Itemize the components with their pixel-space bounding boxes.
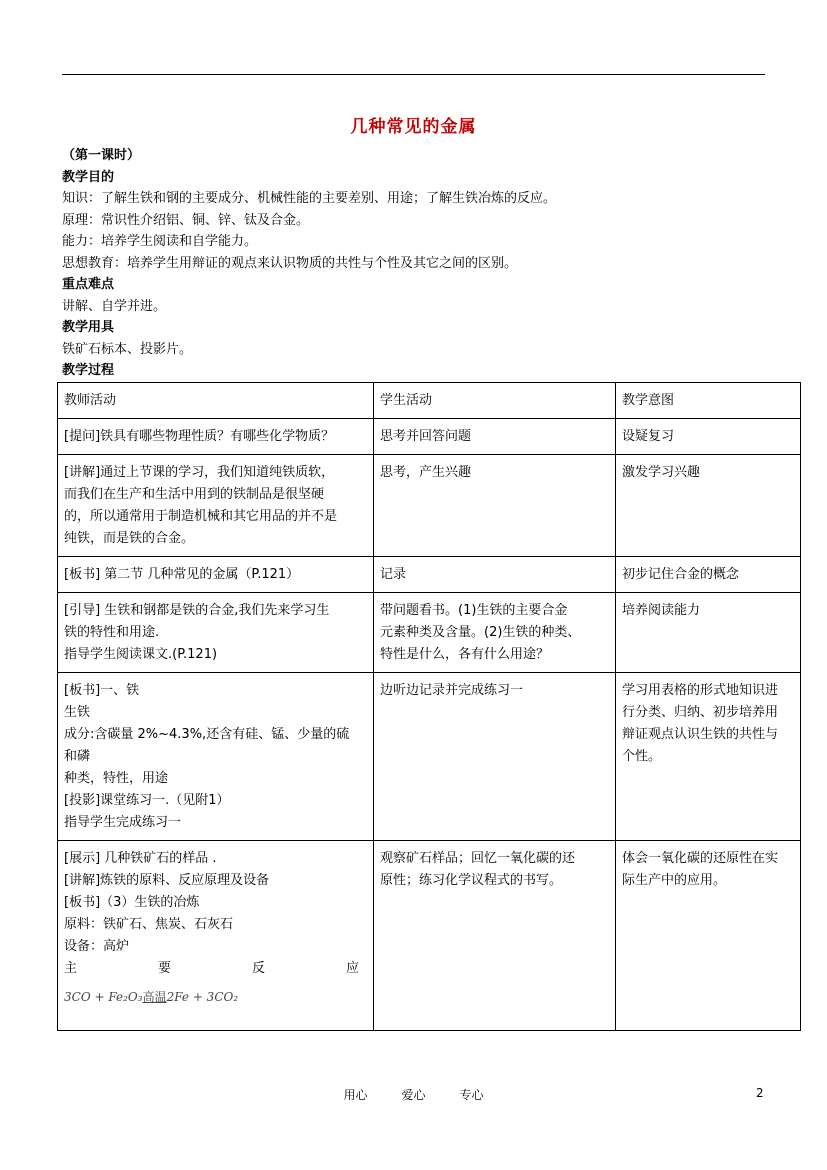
equation-condition: 高温	[142, 990, 167, 1004]
body-text-line: 铁矿石标本、投影片。	[62, 341, 193, 357]
cell-text: 行分类、归纳、初步培养用	[622, 705, 779, 720]
cell-text: 培养阅读能力	[622, 603, 701, 618]
teaching-intent-cell	[616, 419, 801, 455]
cell-text: 个性。	[622, 749, 662, 764]
cell-text: 指导学生阅读课文.(P.121)	[64, 647, 218, 662]
spread-char: 要	[157, 961, 171, 976]
student-activity-cell	[374, 593, 616, 673]
section-heading: 教学过程	[62, 363, 115, 378]
cell-text: 而我们在生产和生活中用到的铁制品是很坚硬	[64, 487, 325, 502]
cell-text: [板书] 第二节 几种常见的金属（P.121）	[64, 567, 300, 582]
footer-word: 用心	[343, 1088, 368, 1102]
cell-text: [展示] 几种铁矿石的样品 .	[64, 851, 217, 866]
cell-text: 原性；练习化学议程式的书写。	[380, 873, 563, 888]
cell-text: 际生产中的应用。	[622, 873, 727, 888]
cell-text: 记录	[380, 567, 407, 582]
cell-text: 设疑复习	[622, 429, 675, 444]
cell-text: 初步记住合金的概念	[622, 567, 740, 582]
cell-text: 原料：铁矿石、焦炭、石灰石	[64, 917, 234, 932]
table-row	[58, 455, 801, 557]
teaching-intent-cell	[616, 455, 801, 557]
teacher-activity-cell	[58, 419, 374, 455]
table-header-row	[58, 383, 801, 419]
spread-char: 反	[251, 961, 265, 976]
footer-word: 专心	[459, 1088, 484, 1102]
spread-text-line	[64, 958, 367, 980]
cell-text: 辩证观点认识生铁的共性与	[622, 727, 779, 742]
cell-text: [板书]（3）生铁的冶炼	[64, 895, 200, 910]
cell-text: 思考，产生兴趣	[380, 465, 472, 480]
body-text-line: 知识：了解生铁和钢的主要成分、机械性能的主要差别、用途；了解生铁冶炼的反应。	[62, 191, 557, 206]
cell-text: 带问题看书。(1)生铁的主要合金	[380, 603, 568, 618]
student-activity-cell	[374, 673, 616, 841]
column-header: 教师活动	[58, 383, 374, 419]
cell-text: 指导学生完成练习一	[64, 815, 182, 830]
footer-motto	[0, 1086, 827, 1103]
cell-text: 生铁	[64, 705, 91, 720]
student-activity-cell	[374, 455, 616, 557]
body-text-line: 能力：培养学生阅读和自学能力。	[62, 234, 258, 249]
cell-text: 设备：高炉	[64, 939, 130, 954]
teacher-activity-cell	[58, 455, 374, 557]
cell-text: 和磷	[64, 749, 91, 764]
body-text-line: 讲解、自学并进。	[62, 298, 167, 314]
teacher-activity-cell	[58, 593, 374, 673]
teacher-activity-cell	[58, 557, 374, 593]
teacher-activity-cell	[58, 841, 374, 1031]
table-row	[58, 557, 801, 593]
table-row	[58, 419, 801, 455]
cell-text: 纯铁，而是铁的合金。	[64, 531, 195, 546]
cell-text: 体会一氧化碳的还原性在实	[622, 851, 779, 866]
page-number: 2	[756, 1086, 764, 1100]
teaching-intent-cell	[616, 557, 801, 593]
cell-text: 的，所以通常用于制造机械和其它用品的并不是	[64, 509, 338, 524]
student-activity-cell	[374, 841, 616, 1031]
body-text-line: 原理：常识性介绍铝、铜、锌、钛及合金。	[62, 212, 310, 228]
cell-text: 元素种类及含量。(2)生铁的种类、	[380, 625, 581, 640]
table-row	[58, 673, 801, 841]
cell-text: 成分:含碳量 2%~4.3%,还含有硅、锰、少量的硫	[64, 727, 350, 742]
cell-text: 思考并回答问题	[380, 429, 472, 444]
teacher-activity-cell	[58, 673, 374, 841]
footer-word: 爱心	[401, 1088, 426, 1102]
cell-text: 边听边记录并完成练习一	[380, 683, 524, 698]
section-heading: 教学目的	[62, 169, 115, 185]
document-title: 几种常见的金属	[350, 117, 477, 137]
column-header: 学生活动	[374, 383, 616, 419]
body-text-line: 思想教育：培养学生用辩证的观点来认识物质的共性与个性及其它之间的区别。	[62, 255, 518, 271]
cell-text: 种类，特性，用途	[64, 771, 169, 786]
cell-text: [讲解]炼铁的原料、反应原理及设备	[64, 873, 270, 888]
cell-text: [板书]一、铁	[64, 683, 140, 698]
cell-text: [引导] 生铁和钢都是铁的合金,我们先来学习生	[64, 603, 330, 618]
teaching-intent-cell	[616, 593, 801, 673]
cell-text: 特性是什么，各有什么用途？	[380, 647, 550, 662]
spread-char: 主	[64, 961, 78, 976]
student-activity-cell	[374, 557, 616, 593]
column-header: 教学意图	[616, 383, 801, 419]
equation-products: 2Fe + 3CO₂	[166, 990, 239, 1004]
student-activity-cell	[374, 419, 616, 455]
cell-text: 学习用表格的形式地知识进	[622, 683, 779, 698]
header-rule	[62, 74, 765, 75]
section-heading: （第一课时）	[62, 148, 141, 163]
intro-section	[62, 145, 782, 382]
spread-char: 应	[345, 961, 359, 976]
cell-text: 观察矿石样品；回忆一氧化碳的还	[380, 851, 576, 866]
cell-text: 激发学习兴趣	[622, 465, 701, 480]
chemical-equation	[64, 986, 367, 1008]
cell-text: 铁的特性和用途.	[64, 625, 160, 640]
cell-text: [讲解]通过上节课的学习，我们知道纯铁质软，	[64, 465, 335, 480]
teaching-intent-cell	[616, 673, 801, 841]
teaching-intent-cell	[616, 841, 801, 1031]
teaching-process-table	[57, 382, 801, 1031]
section-heading: 教学用具	[62, 320, 115, 335]
equation-reactants: 3CO + Fe₂O₃	[64, 990, 143, 1004]
section-heading: 重点难点	[62, 277, 115, 292]
cell-text: [提问]铁具有哪些物理性质？有哪些化学物质？	[64, 429, 335, 444]
table-row	[58, 841, 801, 1031]
cell-text: [投影]课堂练习一.（见附1）	[64, 793, 230, 808]
table-row	[58, 593, 801, 673]
